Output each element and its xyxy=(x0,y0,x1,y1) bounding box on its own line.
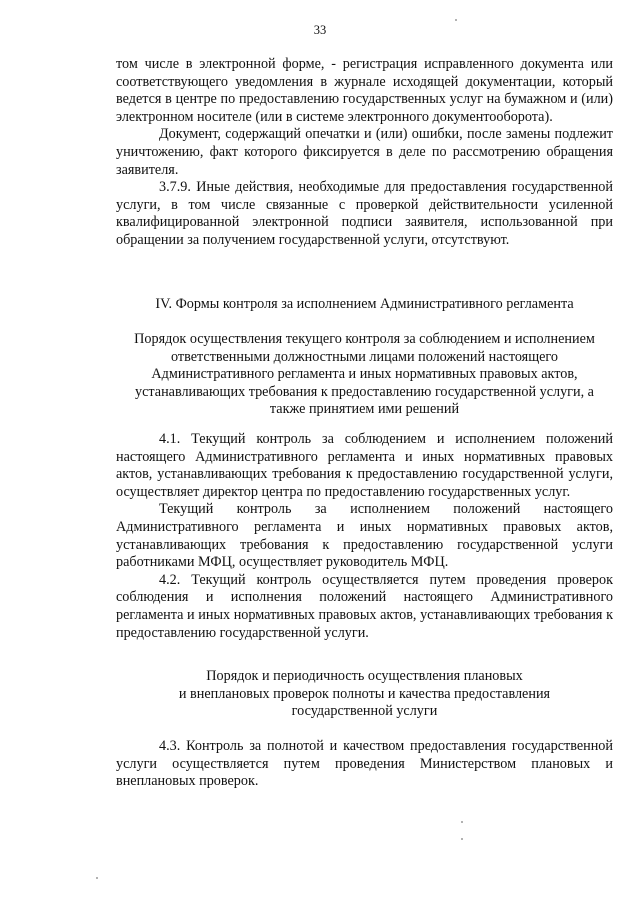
subheading-line: Административного регламента и иных нормативных правовых актов, xyxy=(151,366,578,383)
subheading-line: устанавливающих требования к предоставлению государственной услуги, а xyxy=(135,383,594,400)
subheading-line: ответственными должностными лицами положений настоящего xyxy=(171,348,558,365)
scan-speck xyxy=(455,19,457,21)
paragraph-3-7-9: 3.7.9. Иные действия, необходимые для предоставления государственной услуги, в том числе связанные с проверкой действительности усиленной квалифицированной электронной подписи заявителя, использованной при обращении за получением государственной услуги, отсутствуют. xyxy=(116,179,613,248)
paragraph-4-2: 4.2. Текущий контроль осуществляется путем проведения проверок соблюдения и исполнения положений настоящего Административного регламента и иных нормативных правовых актов, устанавливающих требования к предоставлению государственной услуги. xyxy=(116,571,613,641)
subheading-inspections xyxy=(116,668,613,721)
subheading-line: и внеплановых проверок полноты и качества предоставления xyxy=(178,685,551,702)
section-heading: IV. Формы контроля за исполнением Административного регламента xyxy=(155,296,574,312)
section-3-7-text xyxy=(116,56,613,250)
scan-speck xyxy=(461,838,463,840)
paragraph-mfc-control: Текущий контроль за исполнением положений настоящего Административного регламента и иных нормативных правовых актов, устанавливающих требования к предоставлению государственной услуги работниками МФЦ, осуществляет руководитель МФЦ. xyxy=(116,501,613,571)
scan-speck xyxy=(461,821,463,823)
subheading-current-control xyxy=(116,331,613,419)
paragraph-4-3: 4.3. Контроль за полнотой и качеством предоставления государственной услуги осуществляется путем проведения Министерством плановых и внеплановых проверок. xyxy=(116,738,613,790)
section-4-1-text xyxy=(116,431,613,642)
subheading-line: государственной услуги xyxy=(291,703,438,720)
paragraph-registration: том числе в электронной форме, - регистрация исправленного документа или соответствующего уведомления в журнале исходящей документации, который ведется в центре по предоставлению государственных услуг на бумажном и (или) электронном носителе (или в системе электронного документооборота). xyxy=(116,56,613,125)
scan-speck xyxy=(96,877,98,879)
paragraph-document-destruction: Документ, содержащий опечатки и (или) ошибки, после замены подлежит уничтожению, факт которого фиксируется в деле по рассмотрению обращения заявителя. xyxy=(116,126,613,178)
subheading-line: также принятием ими решений xyxy=(269,401,460,418)
subheading-line: Порядок и периодичность осуществления плановых xyxy=(206,668,523,684)
subheading-line: Порядок осуществления текущего контроля за соблюдением и исполнением xyxy=(134,331,595,347)
paragraph-4-1: 4.1. Текущий контроль за соблюдением и исполнением положений настоящего Административного регламента и иных нормативных правовых актов, устанавливающих требования к предоставлению государственной услуги, осуществляет директор центра по предоставлению государственных услуг. xyxy=(116,431,613,500)
page-number: 33 xyxy=(313,23,327,37)
section-4-3-text xyxy=(116,738,613,791)
